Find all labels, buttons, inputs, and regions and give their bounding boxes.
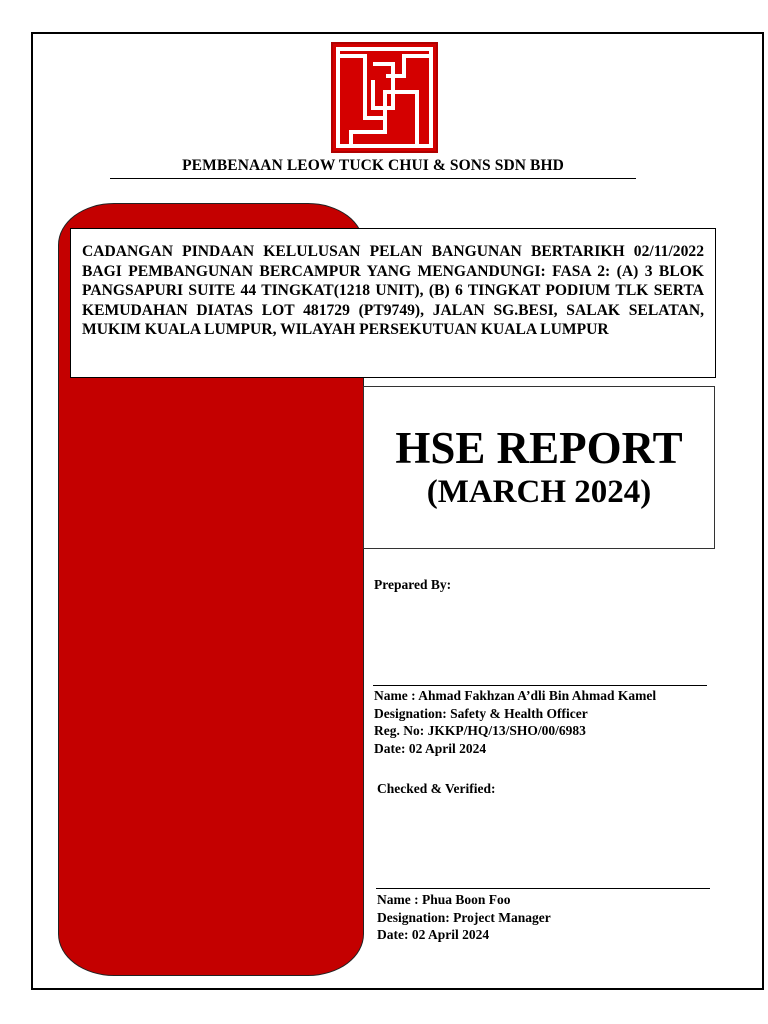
report-period: (MARCH 2024) [426,474,652,510]
checked-date: Date: 02 April 2024 [377,927,490,942]
prepared-name: Name : Ahmad Fakhzan A’dli Bin Ahmad Kamel [374,688,657,703]
checked-signature-line [376,888,710,889]
company-underline [110,178,636,179]
prepared-date: Date: 02 April 2024 [374,740,487,756]
project-description: CADANGAN PINDAAN KELULUSAN PELAN BANGUNAN BERTARIKH 02/11/2022 BAGI PEMBANGUNAN BERCAMPUR YANG MENGANDUNGI: FASA 2: (A) 3 BLOK PANGSAPURI SUITE 44 TINGKAT(1218 UNIT), (B) 6 TINGKAT PODIUM TLK SERTA KEMUDAHAN DIATAS LOT 481729 (PT9749), JALAN SG.BESI, SALAK SELATAN, MUKIM KUALA LUMPUR, WILAYAH PERSEKUTUAN KUALA LUMPUR [82,243,704,338]
checked-by-details [377,891,551,944]
checked-verified-heading: Checked & Verified: [377,781,496,796]
prepared-by-heading: Prepared By: [374,577,452,592]
prepared-reg-no: Reg. No: JKKP/HQ/13/SHO/00/6983 [374,723,586,738]
checked-designation: Designation: Project Manager [377,909,551,925]
checked-name: Name : Phua Boon Foo [377,892,511,907]
report-title-box [363,386,715,549]
company-logo [331,42,438,153]
report-title: HSE REPORT [395,423,683,473]
company-name: PEMBENAAN LEOW TUCK CHUI & SONS SDN BHD [182,157,564,174]
prepared-by-details [374,687,656,757]
prepared-signature-line [373,685,707,686]
prepared-designation: Designation: Safety & Health Officer [374,705,588,721]
project-description-box [70,228,716,378]
